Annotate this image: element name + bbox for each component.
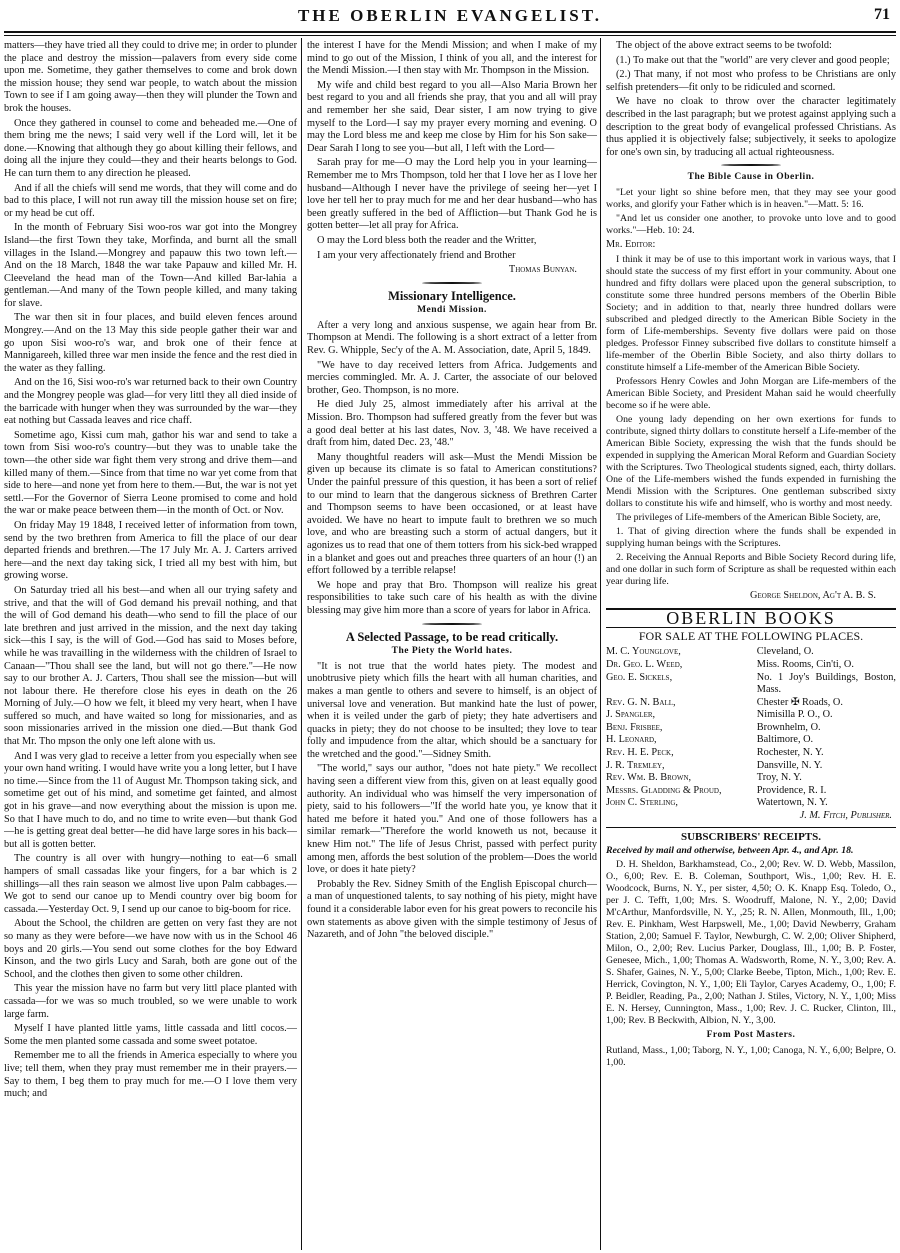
paragraph: Remember me to all the friends in America especially to where you live; tell them, when they pray must remember me in their prayers.—Say to them, I beg them to pray much for me.—O I love them very much; and — [4, 1050, 297, 1100]
agent-row — [606, 747, 896, 760]
agent-place: Nimisilla P. O., O. — [756, 709, 833, 721]
section-divider — [422, 282, 482, 284]
page-header — [0, 0, 900, 34]
paragraph: On Saturday tried all his best—and when all our trying safety and strive, and that the will of God demand his prevail nothing, and that the will of God demand his death—who send to fill the place of our late brethren and just arrived in the mission, and the next day taking sick—this I say, is the will of God.—God has said to Moses before, while he was travailling in the wilderness with the children of Israel to Canaan—"Thou shall see the land, but will not go there."—He now say to our brother A. J. Carters, Thou shall see the mission—but will not labour there. He therefore close his eyes in death on the 26 Morning of July.—O how we felt, it bleed my very heart, when I have suffered so much, and have waited so long for missionaries, and as soon missionaries arrived in the mission one died.—But thank God that Mr. Tho mpson the only one left alone with us. — [4, 584, 297, 748]
agents-table — [606, 646, 896, 810]
agent-row — [606, 659, 896, 672]
agent-row — [606, 709, 896, 722]
letter-signature: Thomas Bunyan. — [508, 264, 577, 276]
paragraph: 1. That of giving direction where the funds shall be expended in supplying human beings with the Scriptures. — [606, 525, 896, 549]
agent-name: H. Leonard, — [606, 734, 657, 746]
paragraph: "We have to day received letters from Africa. Judgements and mercies commingled. Mr. A. J. Carter, the associate of our beloved brother, Geo. Thompson, is no more. — [307, 359, 597, 396]
agent-row — [606, 672, 896, 697]
agent-name: Messrs. Gladding & Proud, — [606, 784, 722, 796]
paragraph: "The world," says our author, "does not hate piety." We recollect having seen a different view from this, given on at least equally good authority. An individual who was himself the very impersonation of piety, said to his followers—"If the world hate you, ye know that it hated me before it hated you." And one of those followers has a similar remark—"Therefore the world knoweth us not, because it knew Him not." The life of Jesus Christ, passed with perfect purity among men, affords the best solution of the problem—Does the world love, or does it hate piety? — [307, 763, 597, 876]
header-rule — [4, 31, 896, 36]
publisher-line: J. M. Fitch, Publisher. — [799, 810, 892, 822]
receipts-intro: Received by mail and otherwise, between Apr. 4., and Apr. 18. — [606, 845, 854, 857]
paragraph: Myself I have planted little yams, little cassada and littl cocos.—Some the men planted some cassada and some sweet potatoe. — [4, 1023, 297, 1047]
paragraph: "It is not true that the world hates piety. The modest and unobtrusive piety which fills the heart with all human charities, and makes a man gentle to others and severe to himself, is an object of universal love and veneration. But mankind hate the lust of power, when it is veiled under the garb of piety; they hate advertisers and quacks in piety; they do not choose to be insulted; they love to tear folly and impudence from the altar, which should be a sanctuary for the wretched and the good."—Sidney Smith. — [307, 660, 597, 760]
receipts-list: D. H. Sheldon, Barkhamstead, Co., 2,00; Rev. W. D. Webb, Massilon, O., 6,00; Rev. E. B. Coleman, Southport, Wis., 1,00; Rev. H. E. Woodcock, Burns, N. Y., per sister, 4,50; O. K. Knapp Esq. Toledo, O., per J. C. Tefft, 1,00; Mrs. S. Woodruff, Malone, N. Y., 2,00; David M'cArthur, Manfordsville, N. Y., ,25; R. N. Allen, Monmouth, Ill., 1,00; Rev. E. Pinkham, West Harpswell, Me., 1,00; David Newberry, Graham Station, 2,00; Samuel F. Taylor, Newburgh, C. W. 2,00; Oliver Shipherd, Milon, O., 2,00; Rev. Lucius Parker, Douglass, Ill., 1,00; B. P. Foster, Genesee, Mich., 1,00; Thomas A. Wadsworth, Rome, N. Y., 3,00; Rev. A. S. Shafer, Gaines, N. Y., 5,00; Clarke Beebe, Tipton, Mich., 1,00; Rev. E. Herrick, Covington, N. Y., 1,00; Eli Taylor, Caryes Academy, O., 1,00; F. P. Beidler, Reading, Pa., 2,00; Nathan J. Stiles, Victory, N. Y., 1,00; Miss E. N. Hersey, Cunnington, Mass., 1,00; Rev. J. C. Rucker, Clinton, Ill., 1,00; Rev. B Beckwith, Albion, N. Y., 3,00. — [606, 859, 896, 1027]
agent-place: Watertown, N. Y. — [756, 797, 828, 809]
paragraph: I think it may be of use to this important work in various ways, that I should state the success of my first effort in your community. About one hundred and fifty dollars were placed upon the general subscription, to constitute some three hundred persons members of the Oberlin Bible Society; and in addition to that, nearly three hundred dollars were subscribed and pledged directly to the American Bible Society in the form of Life-memberships. Seventy five dollars were paid on those pledges. Professor Finney subscribed five dollars to constitute himself a life-member of the Oberlin Bible Society, and also thirty dollars to constitute himself a Life-member of the American Bible Society. — [606, 253, 896, 373]
agent-place: Chester ✠ Roads, O. — [756, 696, 843, 708]
section-subtitle: The Piety the World hates. — [391, 646, 513, 657]
agent-place: Miss. Rooms, Cin'ti, O. — [756, 658, 854, 670]
paragraph: Once they gathered in counsel to come and beheaded me.—One of them bring me the news; I said very well if the Lord will, let it be done.—Knowing that although they go about killing their fellows, and doing all the injure they could—they and their hearts belongs to God. He can turn them to any direction he pleased. — [4, 117, 297, 179]
receipts-title: SUBSCRIBERS' RECEIPTS. — [606, 827, 896, 844]
paragraph: He died July 25, almost immediately after his arrival at the Mission. Bro. Thompson had suffered greatly from the fever but was a good deal better at his last dates, Nov. 3, '48. We have received a draft from him, dated Dec. 23, '48." — [307, 399, 597, 449]
paragraph: And if all the chiefs will send me words, that they will come and do bad to this place, I will not run away till the mission house set on fire; or my head be cut off. — [4, 182, 297, 219]
paragraph: Many thoughtful readers will ask—Must the Mendi Mission be given up because its climate is so fatal to American constitutions? Under the painful pressure of this question, it has been a sort of relief to our mind to learn that the dangerous sickness of Brethren Carter and Thompson seems to have been occasioned, or at least have avoided. We have no heart to impute fault to brethren we so much love, and who are breasting such a storm of actual dangers, but it agonizes us to read that one of them totters from his sick-bed wrapped in a blanket and goes out and preaches three quarters of an hour (!) an effort followed by a terrible relapse! — [307, 451, 597, 577]
paragraph: And I was very glad to receive a letter from you especially when see your own hand writing. I would have write you a long letter, but I have no time.—Since from the 11 of August Mr. Thompson taking sick, and sometime get out of his mind, and sometime get fainted, and almost got in his grave—and now everything about the mission is upon me. So that I have much to do, and no time to write even—but thank God—he is getting great deal better—he did have large sores in his back—but all is gotten better. — [4, 750, 297, 850]
agent-name: Benj. Frisbee, — [606, 721, 663, 733]
agent-place: Baltimore, O. — [756, 734, 814, 746]
agent-name: J. R. Tremley, — [606, 759, 665, 771]
paragraph: The war then sit in four places, and build eleven fences around Mongrey.—And on the 13 May this side people gather their war and go upon Sisi woo-ro's war, and brok one of their fence at Mannigareeh, killed three war men inside the fence and the rest died in the water as they falling. — [4, 312, 297, 374]
section-subtitle: Mendi Mission. — [417, 305, 487, 316]
bible-signature: George Sheldon, Ag't A. B. S. — [750, 589, 876, 601]
agent-name: J. Spangler, — [606, 709, 656, 721]
agent-row — [606, 797, 896, 810]
agent-place: Rochester, N. Y. — [756, 747, 824, 759]
agent-place: Brownhelm, O. — [756, 721, 821, 733]
column-divider — [301, 38, 302, 1250]
agent-row — [606, 760, 896, 773]
paragraph: O may the Lord bless both the reader and the Writter, — [317, 234, 537, 246]
paragraph: The country is all over with hungry—nothing to eat—6 small hampers of small cassadas like your fingers, for a bar which is 2 shillings—all thes rain season we almost live upon Palm cabbages.—We got to send our canoe up to Mendi country over big boom for cassada.—Yesterday Oct. 9, I send up our canoe to big-boom for rice. — [4, 853, 297, 915]
agent-row — [606, 734, 896, 747]
paragraph: My wife and child best regard to you all—Also Maria Brown her best regard to you and all friends she pray, that you and all will pray and remember her she said, Dear sister, I am now trying to give myself to the Lord—I say my prayer every morning and evening. O may the Lord bless me and keep me close by Him for his Son sake—Dear Sarah I long to see you—but all, I left with the Lord— — [307, 79, 597, 154]
paragraph: In the month of February Sisi woo-ros war got into the Mongrey Island—the first Town they take, Morfinda, and burnt all the small villages in the Island.—Mongrey and papauw this two town left.—And on the 18 March, 1848 the war take Papauw and killed Mr. H. Cleeveland the head man of the Town—And killed Bar-lahia a gentleman.—And many of the Town people killed, and many taking for slave. — [4, 222, 297, 309]
paragraph: Sometime ago, Kissi cum mah, gathor his war and send to take a town from Sisi woo-ro's country—but they was to unable take the town—the other side war fight them very strong and drive them—and killed many of them.—Since from that time no war yet come from that side to here—and none yet from here to them.—But, the war is not yet settl.—For the Governor of Sierra Leone promised to come and hold the war or make peace between them—in the month of Oct. or Nov. — [4, 429, 297, 517]
section-title: Missionary Intelligence. — [388, 288, 516, 303]
paragraph: The object of the above extract seems to be twofold: — [616, 40, 832, 51]
agent-row — [606, 646, 896, 659]
column-3 — [606, 40, 896, 1248]
paragraph: We have no cloak to throw over the character legitimately described in the last paragraph; but we protest against applying such a description to the great body of evangelical professed Christians. As thus applied it is objectively false; subjectively, it seeks to apologize for one's own sin, by traducing all actual righteousness. — [606, 96, 896, 158]
agent-place: Troy, N. Y. — [756, 772, 802, 784]
section-title: A Selected Passage, to be read critically. — [345, 629, 559, 644]
books-title: OBERLIN BOOKS — [606, 608, 896, 628]
paragraph: matters—they have tried all they could to drive me; in order to plunder the place and destroy the mission—palavers from every side come upon me. Sometime, they gather themselves to come and brok down the mission house; they send war people, to watch about the mission Town to see if I am going away—then they will plunder the Town and brok the houses. — [4, 40, 297, 114]
postmasters-title: From Post Masters. — [706, 1030, 796, 1041]
paragraph: Professors Henry Cowles and John Morgan are Life-members of the American Bible Society, and President Mahan said he would cheerfully become so if he were able. — [606, 375, 896, 411]
section-divider — [721, 164, 781, 166]
paragraph: Sarah pray for me—O may the Lord help you in your learning—Remember me to Mrs Thompson, told her that I love her as I love her husband—Although I never have the privilege of seeing her—yet I love her tell her to pray much for me and her dear husband—who has been greatly suffered in the bed of Affliction—but Thank God he is gotten better—let all pray for Africa. — [307, 157, 597, 232]
salutation: Mr. Editor: — [606, 238, 656, 250]
agent-row — [606, 772, 896, 785]
agent-place: No. 1 Joy's Buildings, Boston, Mass. — [756, 671, 896, 696]
paragraph: We hope and pray that Bro. Thompson will realize his great responsibilities to take such care of his health as with the divine blessing may give him more than a score of years for labor in Africa. — [307, 579, 597, 616]
agent-place: Providence, R. I. — [756, 784, 827, 796]
agent-place: Dansville, N. Y. — [756, 759, 823, 771]
agent-row — [606, 785, 896, 798]
paragraph: After a very long and anxious suspense, we again hear from Br. Thompson at Mendi. The following is a short extract of a letter from Rev. G. Whipple, Sec'y of the A. M. Association, date, April 5, 1849. — [307, 319, 597, 357]
books-subtitle: FOR SALE AT THE FOLLOWING PLACES. — [638, 628, 864, 643]
scripture-quote: "And let us consider one another, to provoke unto love and to good works."—Heb. 10: 24. — [606, 212, 896, 236]
agent-name: Geo. E. Sickels, — [606, 671, 673, 683]
column-2 — [307, 40, 597, 1248]
paragraph: The privileges of Life-members of the American Bible Society, are, — [616, 511, 881, 523]
section-divider — [422, 623, 482, 625]
agent-place: Cleveland, O. — [756, 646, 814, 658]
paragraph: (2.) That many, if not most who profess to be Christians are only selfish pretenders—fit only to be ridiculed and scorned. — [606, 69, 896, 93]
paragraph: 2. Receiving the Annual Reports and Bible Society Record during life, and one dollar in such form of Scripture as shall be requested within each year during life. — [606, 551, 896, 587]
agent-row — [606, 697, 896, 710]
masthead-title: THE OBERLIN EVANGELIST. — [297, 6, 603, 25]
paragraph: One young lady depending on her own exertions for funds to contribute, signed thirty dollars to constitute herself a Life-member of the American Bible Society, expressing the wish that the funds should be expended in supplying the American Moral Reform and Guardian Society with the Scriptures. Two Theological students signed, each, thirty dollars. One of the Life-members wished the funds expended in furnishing the Mendi Mission with the Scriptures. One gentleman subscribed sixty dollars to constitute his wife and himself, who is worthy and most needy. — [606, 413, 896, 509]
paragraph: the interest I have for the Mendi Mission; and when I make of my mind to go out of the Mission, I think of you all, and the interest for the Mendi Mission.—I then stay with Mr. Thompson in the Mission. — [307, 40, 597, 77]
column-1 — [4, 40, 297, 1248]
agent-row — [606, 722, 896, 735]
agent-name: Rev. Wm. B. Brown, — [606, 772, 692, 784]
agent-name: M. C. Younglove, — [606, 646, 681, 658]
paragraph: Probably the Rev. Sidney Smith of the English Episcopal church—a man of unquestioned talents, to say nothing of his piety, might have found it a considerable labor even for his great powers to reconcile his own statements as above given with the simple testimony of Jesus of Nazareth, and of John "the beloved disciple." — [307, 878, 597, 941]
paragraph: On friday May 19 1848, I received letter of information from town, send by the two brethren from America to fill the place of our dear departed friends and brethren.—The 17 July Mr. A. J. Carters arrived here—and the next day taking sick, I tried all my best with him, but growing worse. — [4, 519, 297, 582]
postmasters-list: Rutland, Mass., 1,00; Taborg, N. Y., 1,00; Canoga, N. Y., 6,00; Belpre, O. 1,00. — [606, 1044, 896, 1068]
agent-name: John C. Sterling, — [606, 797, 679, 809]
agent-name: Rev. H. E. Peck, — [606, 747, 674, 759]
agent-name: Dr. Geo. L. Weed, — [606, 658, 683, 670]
paragraph: And on the 16, Sisi woo-ro's war returned back to their own Country and the Mongrey people was glad—for very littl they all died inside of the barricade with hunger when they was surrounded by the war—they eat nothing but Cassada leaves and rice chaff. — [4, 377, 297, 427]
scripture-quote: "Let your light so shine before men, that they may see your good works, and glorify your Father which is in heaven."—Matt. 5: 16. — [606, 186, 896, 210]
page-number: 71 — [874, 6, 890, 23]
paragraph: (1.) To make out that the "world" are very clever and good people; — [616, 54, 890, 66]
paragraph: This year the mission have no farm but very littl place planted with cassada—for we was so much troubled, so we were unable to work large farm. — [4, 983, 297, 1020]
paragraph: About the School, the children are getten on very fast they are not so many as they were before—we have now with us in the School 46 boys and 20 girls.—You send out some clothes for the boy Edward Kinson, and the two girls Lucy and Sarah, both are gone out of the School, and the clothes then given to some other children. — [4, 918, 297, 980]
column-divider — [600, 38, 601, 1250]
agent-name: Rev. G. N. Ball, — [606, 696, 676, 708]
letter-closing: I am your very affectionately friend and Brother — [317, 249, 516, 261]
section-title: The Bible Cause in Oberlin. — [687, 172, 815, 183]
